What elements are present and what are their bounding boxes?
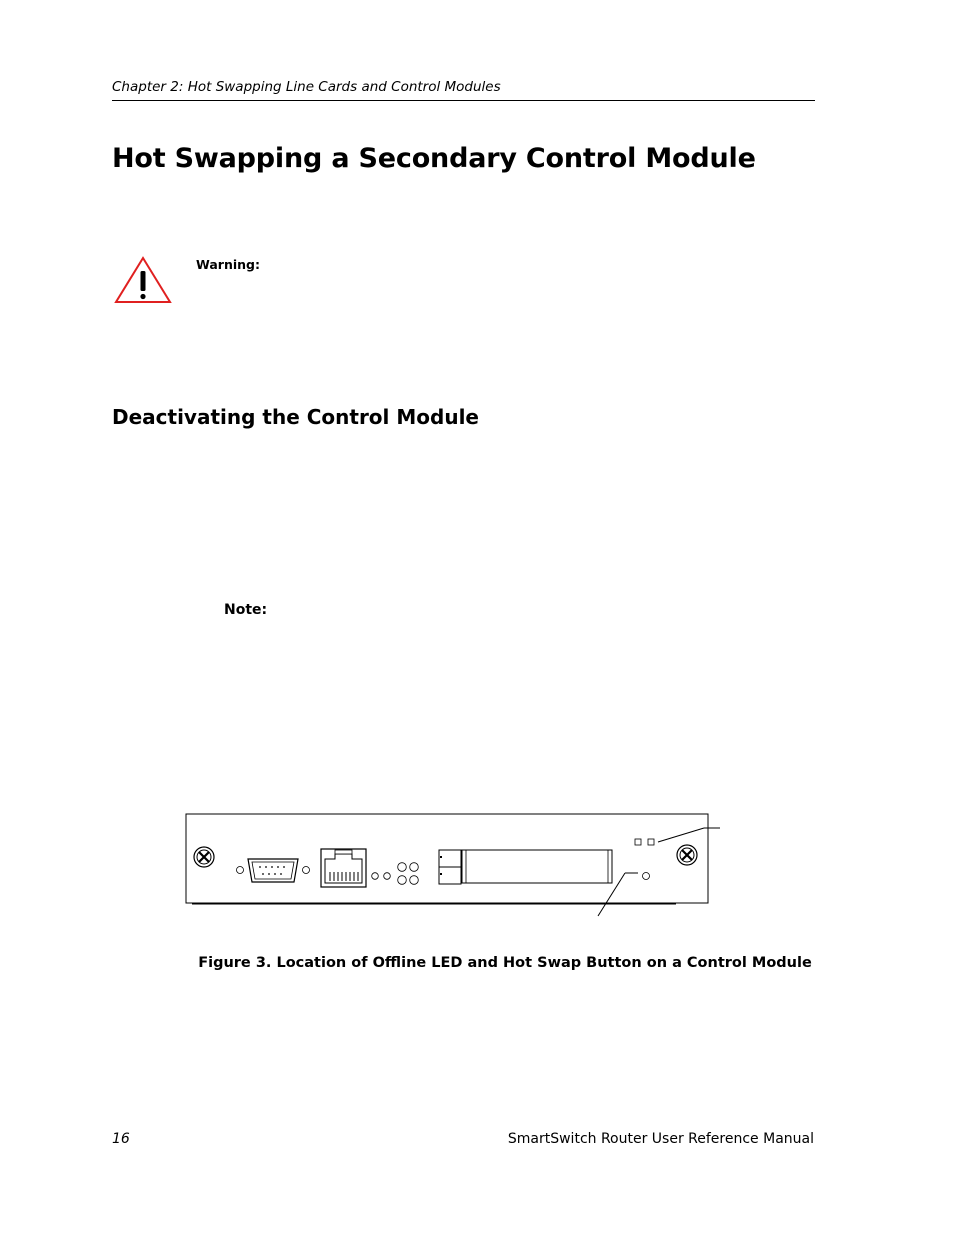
screw-left-icon <box>194 847 214 867</box>
control-module-figure <box>184 812 724 922</box>
ethernet-port-icon <box>321 849 366 887</box>
warning-triangle-icon <box>114 256 172 304</box>
manual-title: SmartSwitch Router User Reference Manual <box>507 1131 814 1147</box>
pc-card-slot-icon <box>439 850 612 884</box>
screw-right-icon <box>677 845 697 865</box>
figure-caption: Figure 3. Location of Offline LED and Hot Swap Button on a Control Module <box>198 955 812 971</box>
warning-label: Warning: <box>196 257 260 272</box>
header-rule <box>112 100 815 101</box>
section-title: Deactivating the Control Module <box>112 405 479 429</box>
page-number: 16 <box>112 1131 130 1147</box>
chapter-header: Chapter 2: Hot Swapping Line Cards and Control Modules <box>112 79 501 95</box>
page-title: Hot Swapping a Secondary Control Module <box>112 143 756 174</box>
note-label: Note: <box>224 602 268 618</box>
